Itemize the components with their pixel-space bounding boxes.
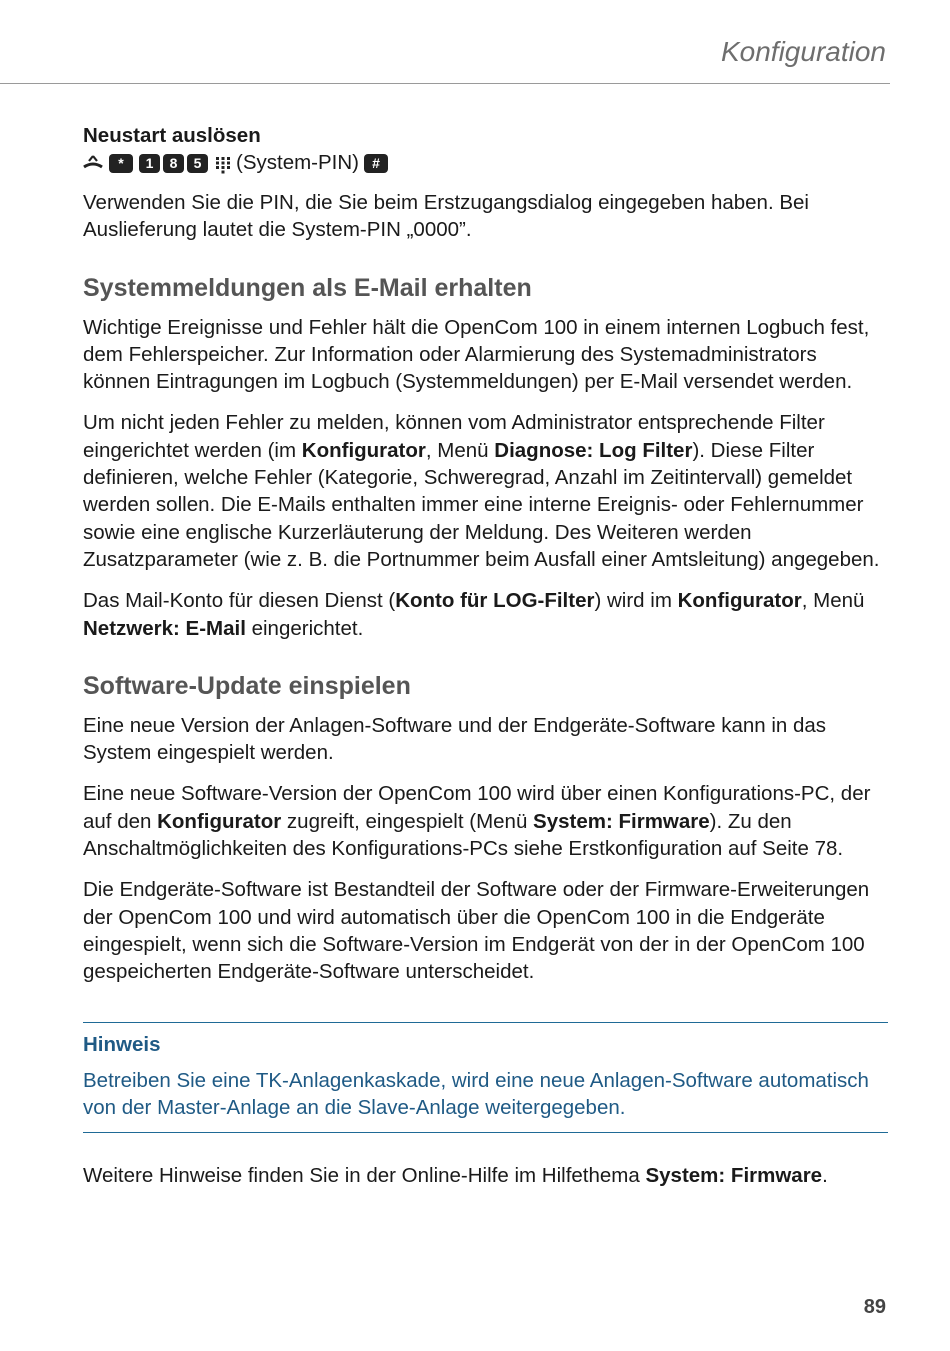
footer-paragraph: Weitere Hinweise finden Sie in der Online-Hilfe im Hilfethema System: Firmware. xyxy=(83,1164,828,1188)
key-sequence xyxy=(83,149,888,177)
hash-key: # xyxy=(364,154,388,173)
paragraph: Die Endgeräte-Software ist Bestandteil der Software oder der Firmware-Erweiterungen der OpenCom 100 und wird automatisch über die OpenCom 100 in die Endgeräte eingespielt, wenn sich die Software-Version im Endgerät von der in der OpenCom 100 gespeicherten Endgeräte-Software unterscheidet. xyxy=(83,878,870,984)
digit-key-5: 5 xyxy=(187,154,208,173)
paragraph: Das Mail-Konto für diesen Dienst (Konto für LOG-Filter) wird im Konfigurator, Menü Netzwerk: E-Mail eingerichtet. xyxy=(83,589,865,640)
header-divider xyxy=(0,83,890,84)
paragraph: Wichtige Ereignisse und Fehler hält die OpenCom 100 in einem internen Logbuch fest, dem Fehlerspeicher. Zur Information oder Alarmierung des Systemadministrators können Eintragungen im Logbuch (Systemmeldungen) per E-Mail versendet werden. xyxy=(83,315,870,394)
page-content xyxy=(83,122,888,1189)
emphasis: Konfigurator xyxy=(677,589,802,613)
note-title: Hinweis xyxy=(83,1032,161,1056)
emphasis: Diagnose: Log Filter xyxy=(494,438,693,462)
emphasis: Konto für LOG-Filter xyxy=(395,589,595,613)
paragraph: Eine neue Version der Anlagen-Software und der Endgeräte-Software kann in das System eingespielt werden. xyxy=(83,713,827,765)
restart-description: Verwenden Sie die PIN, die Sie beim Erstzugangsdialog eingegeben haben. Bei Auslieferung lautet die System-PIN „0000”. xyxy=(83,191,809,242)
paragraph: Eine neue Software-Version der OpenCom 100 wird über einen Konfigurations-PC, der auf den Konfigurator zugreift, eingespielt (Menü System: Firmware). Zu den Anschaltmöglichkeiten des Konfigurations-PCs siehe Erstkonfiguration auf Seite 78. xyxy=(83,782,871,861)
running-header: Konfiguration xyxy=(720,36,886,67)
keypad-icon xyxy=(215,154,231,172)
section-heading-software-update: Software-Update einspielen xyxy=(83,671,411,700)
emphasis: System: Firmware xyxy=(533,809,710,833)
pin-label: (System-PIN) xyxy=(236,151,359,174)
emphasis: System: Firmware xyxy=(645,1164,823,1188)
handset-lift-icon xyxy=(83,149,103,177)
section-heading-system-messages: Systemmeldungen als E-Mail erhalten xyxy=(83,273,532,302)
emphasis: Konfigurator xyxy=(301,438,426,462)
digit-key-1: 1 xyxy=(139,154,160,173)
restart-title: Neustart auslösen xyxy=(83,124,261,147)
paragraph: Um nicht jeden Fehler zu melden, können vom Administrator entsprechende Filter eingerichtet werden (im Konfigurator, Menü Diagnose: Log Filter). Diese Filter definieren, welche Fehler (Kategorie, Schweregrad, Anzahl im Zeitintervall) gemeldet werden sollen. Die E-Mails enthalten immer eine interne Ereignis- oder Fehlernummer sowie eine englische Kurzerläuterung der Meldung. Des Weiteren werden Zusatzparameter (wie z. B. die Portnummer beim Ausfall einer Amtsleitung) angegeben. xyxy=(83,411,880,571)
digit-key-8: 8 xyxy=(163,154,184,173)
star-key: * xyxy=(109,154,133,173)
note-box xyxy=(83,1022,888,1134)
emphasis: Konfigurator xyxy=(157,809,282,833)
page-number: 89 xyxy=(863,1296,886,1318)
note-text: Betreiben Sie eine TK-Anlagenkaskade, wird eine neue Anlagen-Software automatisch von der Master-Anlage an die Slave-Anlage weitergegeben. xyxy=(83,1068,869,1119)
emphasis: Netzwerk: E-Mail xyxy=(83,616,246,640)
